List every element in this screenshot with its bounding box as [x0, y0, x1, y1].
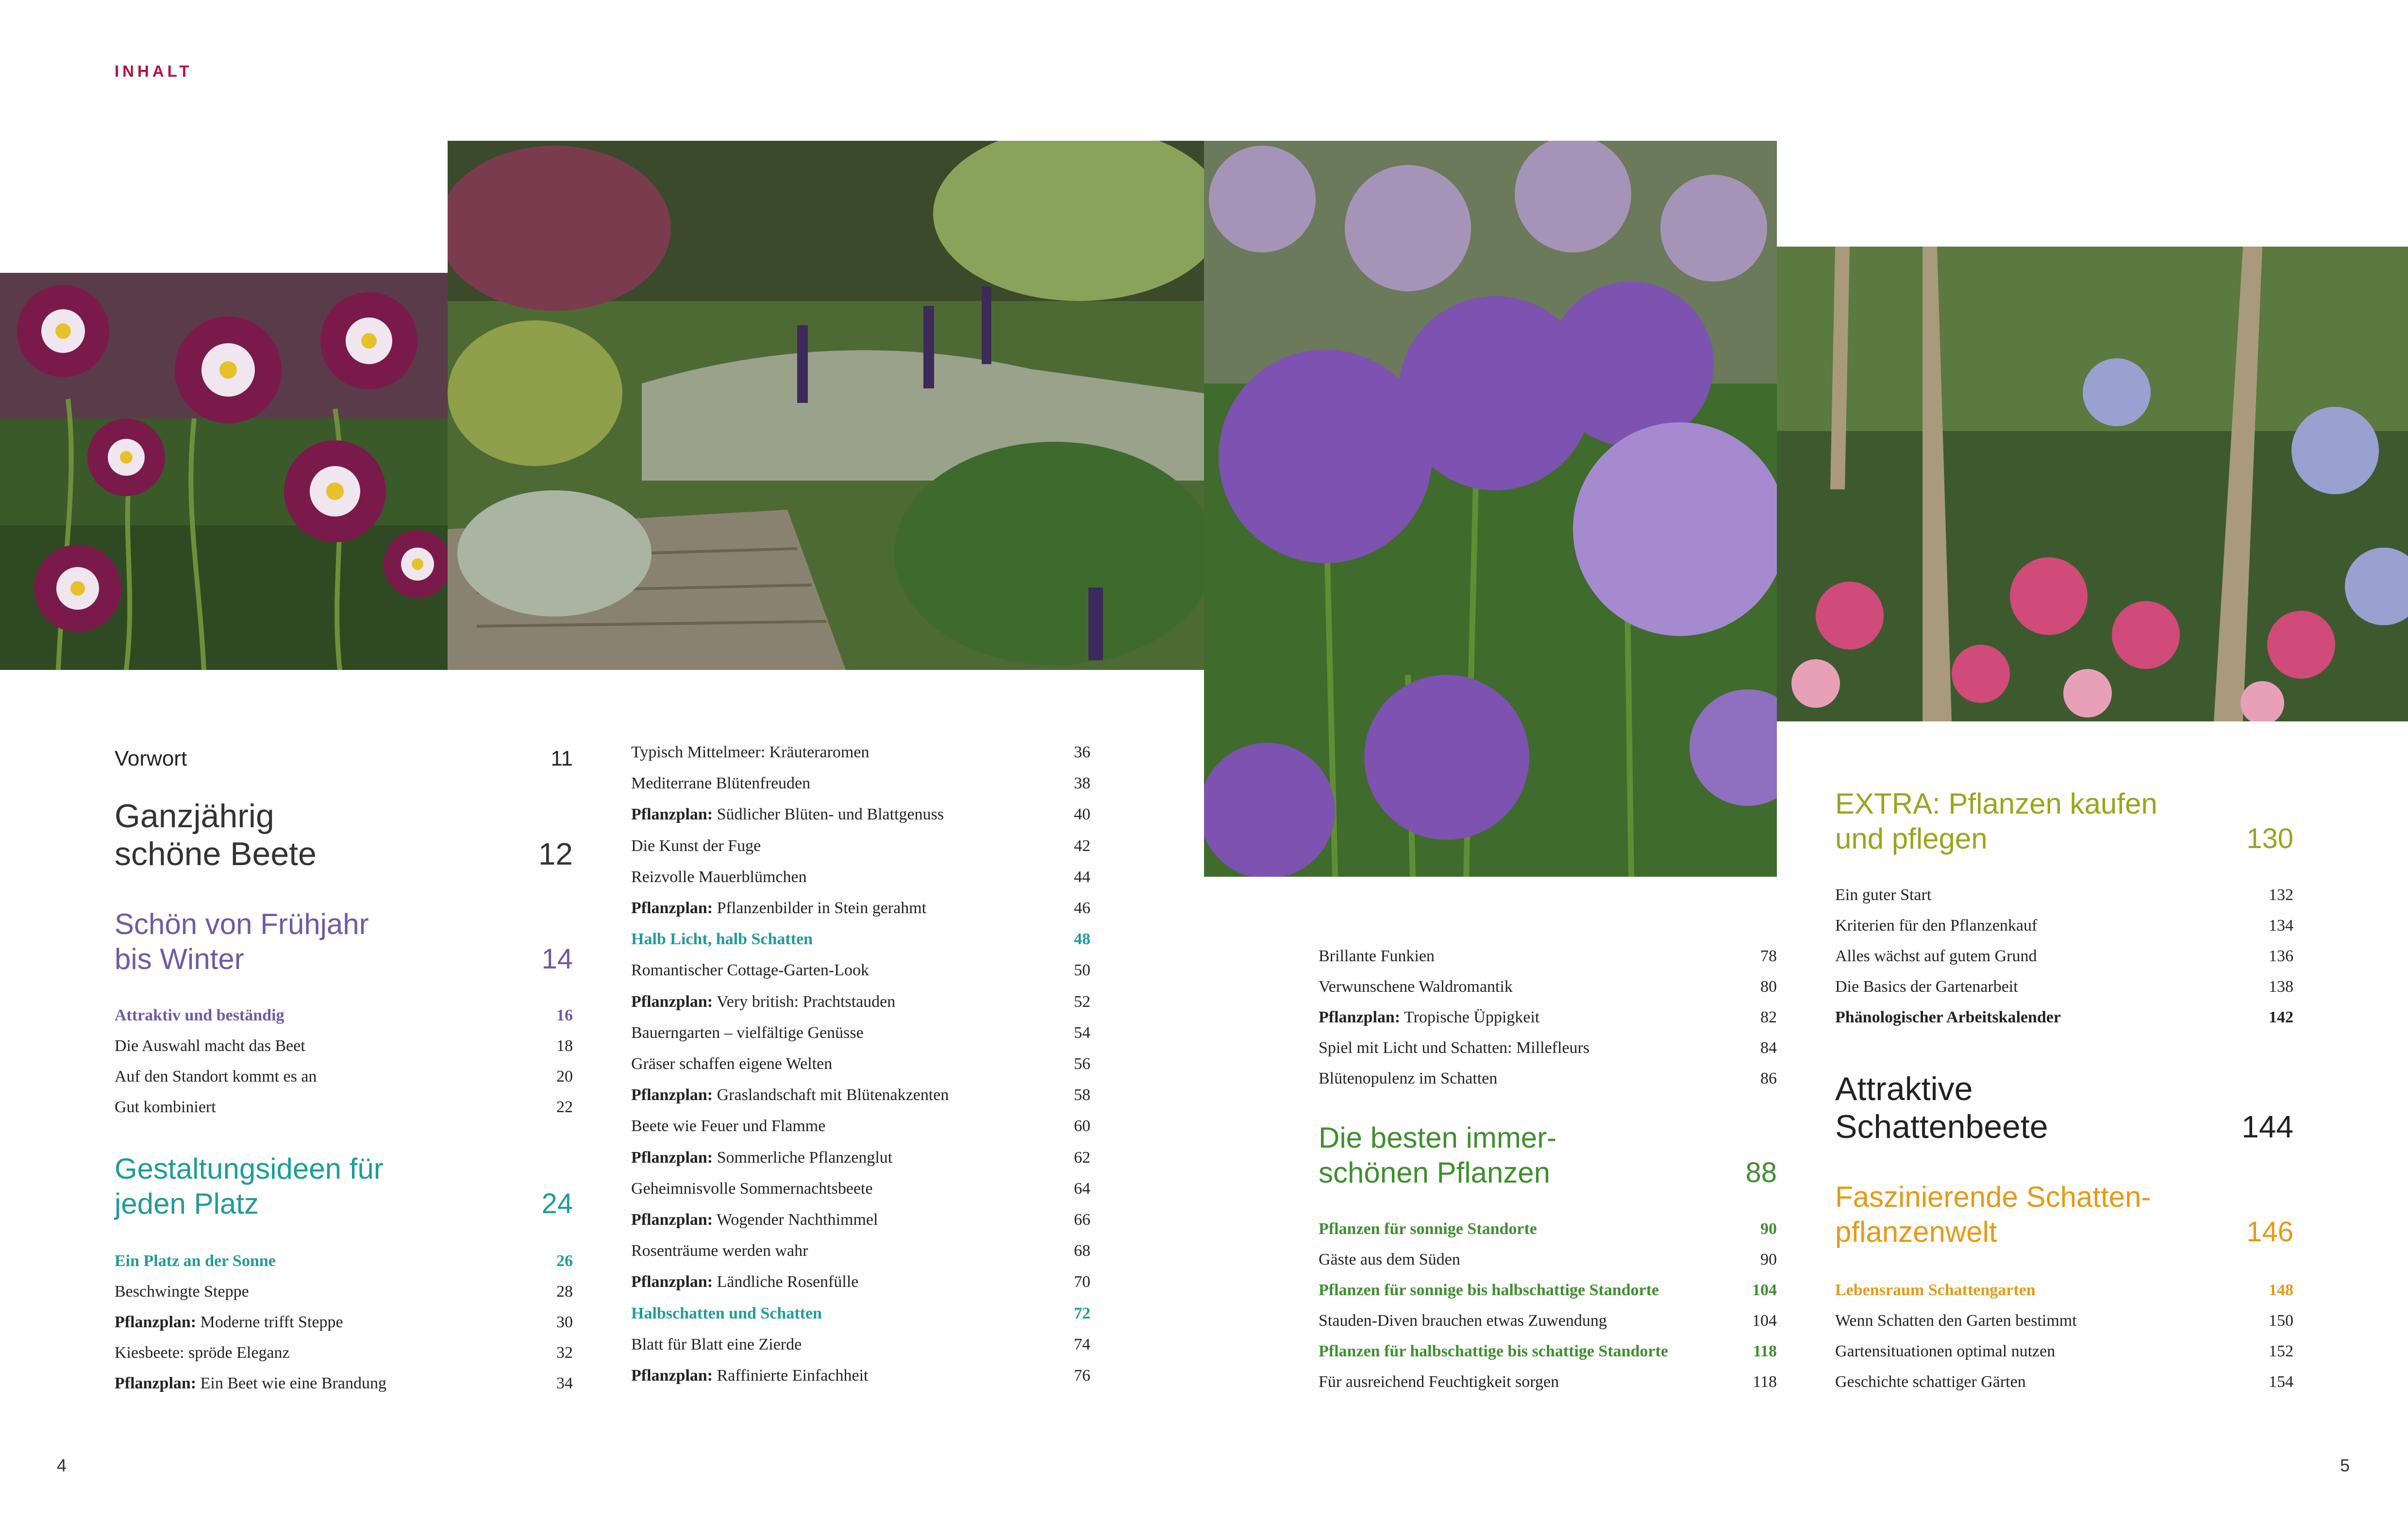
toc-entry-page: 34 [556, 1374, 573, 1392]
chapter-page: 144 [2241, 1109, 2293, 1144]
toc-entry [115, 1343, 573, 1363]
toc-entry [1319, 1281, 1777, 1300]
toc-entry-title [115, 1098, 216, 1117]
toc-entry-page: 104 [1752, 1281, 1777, 1299]
toc-entry-title [631, 868, 807, 887]
toc-entry [1319, 947, 1777, 966]
toc-entry-title [1835, 1372, 2026, 1392]
toc-entry-page: 58 [1074, 1086, 1090, 1104]
toc-entry-text: Beete wie Feuer und Flamme [631, 1117, 826, 1135]
toc-entry-title [1835, 1008, 2061, 1027]
toc-entry-text: Lebensraum Schattengarten [1835, 1281, 2036, 1299]
toc-entry-text: Attraktiv und beständig [115, 1006, 284, 1024]
toc-entry [631, 930, 1090, 949]
section-title: Gestaltungsideen für jeden Platz [115, 1152, 384, 1220]
extra-heading [1835, 786, 2293, 856]
toc-entry-page: 90 [1760, 1251, 1777, 1269]
toc-entry [631, 1210, 1090, 1230]
toc-entry [631, 836, 1090, 856]
toc-entry-text: Sommerliche Pflanzenglut [713, 1148, 893, 1167]
toc-entry-text: Pflanzenbilder in Stein gerahmt [713, 899, 927, 917]
toc-entry [631, 1179, 1090, 1199]
toc-entry-text: Phänologischer Arbeitskalender [1835, 1008, 2061, 1026]
pflanzplan-prefix: Pflanzplan: [631, 1211, 713, 1229]
hydrangea-woodland-photo [1777, 247, 2408, 721]
toc-entry-title [1319, 1219, 1537, 1239]
toc-entry-text: Graslandschaft mit Blütenakzenten [713, 1086, 949, 1104]
toc-entry-title [631, 1054, 832, 1074]
pflanzplan-prefix: Pflanzplan: [631, 992, 713, 1011]
toc-entry-title [115, 1343, 290, 1363]
toc-column-2 [631, 738, 1090, 1408]
toc-entry-text: Raffinierte Einfachheit [713, 1367, 869, 1385]
toc-entry [1319, 1008, 1777, 1027]
toc-entry-text: Gartensituationen optimal nutzen [1835, 1342, 2056, 1360]
toc-entry-title [631, 1366, 868, 1385]
toc-entry-text: Geheimnisvolle Sommernachtsbeete [631, 1179, 873, 1198]
toc-entry [1319, 977, 1777, 997]
pflanzplan-prefix: Pflanzplan: [631, 1086, 713, 1104]
toc-entry [1835, 977, 2293, 997]
toc-entry-title [631, 1210, 878, 1230]
toc-entry [631, 1366, 1090, 1385]
pflanzplan-prefix: Pflanzplan: [631, 1367, 713, 1385]
section-heading-1 [115, 907, 573, 977]
toc-entry-title [631, 1085, 949, 1105]
toc-entry-title [1835, 916, 2037, 935]
toc-entry-page: 68 [1074, 1242, 1090, 1260]
toc-entry-page: 84 [1760, 1039, 1777, 1057]
toc-entry-page: 142 [2269, 1008, 2293, 1026]
toc-entry [115, 1036, 573, 1056]
toc-entry-title [631, 774, 810, 793]
toc-entry [631, 1272, 1090, 1292]
toc-entry-title [115, 1067, 317, 1086]
toc-entry-page: 78 [1760, 947, 1777, 965]
toc-entry [115, 1282, 573, 1302]
toc-entry-text: Die Kunst der Fuge [631, 836, 761, 855]
toc-entry-page: 32 [556, 1344, 573, 1362]
toc-entry-text: Romantischer Cottage-Garten-Look [631, 961, 870, 980]
toc-entry-page: 36 [1074, 743, 1090, 761]
section-heading-3 [1319, 1120, 1777, 1190]
toc-entry-page: 20 [556, 1068, 573, 1085]
toc-entry-text: Rosenträume werden wahr [631, 1242, 808, 1260]
toc-entry-page: 136 [2269, 947, 2293, 965]
toc-entry [631, 1335, 1090, 1354]
toc-entry-text: Pflanzen für sonnige Standorte [1319, 1220, 1537, 1238]
toc-entry-page: 70 [1074, 1273, 1090, 1291]
section-page: 146 [2246, 1216, 2293, 1248]
section-heading-4 [1835, 1180, 2293, 1250]
columbine-flowers-photo [0, 273, 448, 670]
toc-entry-title [631, 743, 869, 762]
pflanzplan-prefix: Pflanzplan: [1319, 1008, 1401, 1026]
toc-entry-page: 104 [1752, 1312, 1777, 1330]
toc-entry-text: Ein Platz an der Sonne [115, 1252, 276, 1270]
toc-entry-page: 74 [1074, 1335, 1090, 1353]
toc-entry-page: 76 [1074, 1367, 1090, 1385]
section-title: EXTRA: Pflanzen kaufen und pflegen [1835, 787, 2157, 855]
toc-entry-text: Ländliche Rosenfülle [713, 1273, 859, 1291]
toc-column-1 [115, 738, 573, 1408]
toc-entry [115, 1067, 573, 1086]
toc-entry-text: Very british: Prachtstauden [713, 992, 896, 1011]
toc-entry-text: Kiesbeete: spröde Eleganz [115, 1344, 290, 1362]
toc-entry [115, 1252, 573, 1271]
toc-entry-page: 26 [556, 1252, 573, 1270]
toc-entry-page: 42 [1074, 836, 1090, 855]
toc-entry-title [631, 899, 926, 918]
chapter-heading-2 [1835, 1070, 2293, 1146]
toc-entry-page: 44 [1074, 868, 1090, 886]
toc-entry-title [115, 1282, 249, 1302]
toc-entry [631, 805, 1090, 824]
toc-entry-title [115, 1036, 305, 1056]
toc-entry [115, 1374, 573, 1393]
toc-entry-text: Beschwingte Steppe [115, 1283, 249, 1301]
toc-entry-title [631, 805, 944, 824]
toc-entry-text: Wogender Nachthimmel [713, 1211, 878, 1229]
toc-entry-text: Die Auswahl macht das Beet [115, 1037, 305, 1055]
toc-entry-page: 30 [556, 1313, 573, 1331]
toc-entry [1319, 1219, 1777, 1239]
toc-entry-text: Alles wächst auf gutem Grund [1835, 947, 2037, 965]
toc-entry-title [115, 1006, 284, 1025]
toc-entry-text: Auf den Standort kommt es an [115, 1068, 317, 1085]
toc-entry-title [1319, 1311, 1607, 1331]
toc-entry [115, 1313, 573, 1332]
toc-entry-page: 16 [556, 1006, 573, 1024]
pflanzplan-prefix: Pflanzplan: [631, 805, 713, 824]
chapter-title: Ganzjährig schöne Beete [115, 798, 317, 872]
toc-entry-page: 66 [1074, 1211, 1090, 1229]
toc-entry-text: Pflanzen für sonnige bis halbschattige Standorte [1319, 1281, 1659, 1299]
toc-entry-title [115, 1374, 386, 1393]
toc-entry-page: 38 [1074, 774, 1090, 793]
toc-entry-title [631, 1117, 825, 1136]
toc-entry [631, 1117, 1090, 1136]
toc-entry-text: Ein guter Start [1835, 886, 1932, 904]
toc-entry-text: Pflanzen für halbschattige bis schattige Standorte [1319, 1342, 1668, 1360]
toc-entry-page: 152 [2269, 1342, 2293, 1360]
toc-entry-text: Gut kombiniert [115, 1098, 216, 1116]
toc-entry-page: 46 [1074, 899, 1090, 917]
toc-column-3 [1319, 922, 1777, 1408]
toc-entry-page: 118 [1753, 1373, 1777, 1391]
toc-entry-title [1319, 1342, 1668, 1361]
toc-entry-title [1835, 1311, 2077, 1331]
toc-entry-text: Geschichte schattiger Gärten [1835, 1373, 2026, 1391]
toc-entry-title [1835, 947, 2037, 966]
toc-entry-text: Tropische Üppigkeit [1400, 1008, 1540, 1026]
rock-garden-photo [448, 141, 1204, 670]
toc-entry [631, 1241, 1090, 1261]
toc-entry-text: Wenn Schatten den Garten bestimmt [1835, 1312, 2077, 1330]
chapter-heading-1 [115, 797, 573, 873]
toc-entry-page: 52 [1074, 992, 1090, 1011]
pflanzplan-prefix: Pflanzplan: [115, 1313, 197, 1331]
toc-entry [631, 992, 1090, 1012]
toc-entry-page: 62 [1074, 1148, 1090, 1167]
toc-entry-title [1835, 977, 2018, 997]
toc-entry-title [631, 992, 895, 1012]
toc-entry-text: Reizvolle Mauerblümchen [631, 868, 807, 886]
toc-entry-text: Ein Beet wie eine Brandung [196, 1374, 386, 1392]
toc-entry [631, 961, 1090, 980]
toc-entry [631, 868, 1090, 887]
toc-entry-page: 60 [1074, 1117, 1090, 1135]
toc-entry-title [631, 1335, 802, 1354]
toc-entry [1319, 1250, 1777, 1269]
toc-entry-page: 22 [556, 1098, 573, 1116]
toc-entry-page: 118 [1753, 1342, 1777, 1360]
toc-entry-page: 48 [1074, 930, 1090, 949]
page-number-right: 5 [2340, 1455, 2350, 1475]
toc-entry-text: Bauerngarten – vielfältige Genüsse [631, 1023, 864, 1042]
toc-entry-title [631, 1179, 873, 1199]
toc-entry [631, 1304, 1090, 1323]
chapter-page: 12 [538, 836, 573, 871]
toc-entry-page: 80 [1760, 978, 1777, 996]
toc-entry [1319, 1038, 1777, 1058]
toc-entry-title [631, 1148, 892, 1168]
toc-entry [631, 899, 1090, 918]
toc-entry-title [631, 1241, 808, 1261]
section-title: Faszinierende Schatten- pflanzenwelt [1835, 1181, 2151, 1248]
toc-entry-title [115, 1313, 343, 1332]
toc-entry [631, 774, 1090, 793]
toc-entry-page: 150 [2269, 1312, 2293, 1330]
toc-entry-text: Für ausreichend Feuchtigkeit sorgen [1319, 1373, 1559, 1391]
toc-entry-title [1319, 1069, 1497, 1088]
toc-entry [1835, 885, 2293, 905]
toc-column-4 [1835, 777, 2293, 1408]
toc-entry-text: Stauden-Diven brauchen etwas Zuwendung [1319, 1312, 1607, 1330]
toc-entry [1835, 1372, 2293, 1392]
toc-entry-title [1319, 977, 1513, 997]
toc-entry-text: Brillante Funkien [1319, 947, 1435, 965]
toc-entry [115, 1098, 573, 1117]
toc-entry-text: Blatt für Blatt eine Zierde [631, 1335, 802, 1353]
section-title: Schön von Frühjahr bis Winter [115, 908, 369, 975]
pflanzplan-prefix: Pflanzplan: [631, 1148, 713, 1167]
toc-entry [1835, 947, 2293, 966]
toc-entry-title [1319, 1281, 1659, 1300]
section-label: INHALT [115, 62, 193, 80]
toc-entry [1319, 1069, 1777, 1088]
toc-entry [631, 743, 1090, 762]
toc-entry-title [1319, 1250, 1460, 1269]
page-number-left: 4 [57, 1455, 67, 1475]
pflanzplan-prefix: Pflanzplan: [115, 1374, 197, 1392]
toc-entry-text: Südlicher Blüten- und Blattgenuss [713, 805, 944, 824]
section-title: Die besten immer- schönen Pflanzen [1319, 1121, 1557, 1189]
toc-entry [631, 1023, 1090, 1043]
toc-entry [1835, 1281, 2293, 1300]
toc-entry-page: 90 [1760, 1220, 1777, 1238]
toc-entry-text: Blütenopulenz im Schatten [1319, 1069, 1498, 1087]
toc-entry-title [631, 836, 761, 856]
toc-entry-page: 40 [1074, 805, 1090, 824]
toc-entry-text: Kriterien für den Pflanzenkauf [1835, 917, 2038, 935]
toc-entry [1319, 1342, 1777, 1361]
section-page: 14 [541, 943, 573, 975]
toc-entry-text: Die Basics der Gartenarbeit [1835, 978, 2018, 996]
toc-entry-page: 28 [556, 1283, 573, 1301]
toc-entry-text: Halb Licht, halb Schatten [631, 930, 813, 949]
toc-entry-vorwort: Vorwort 11 [115, 747, 573, 770]
toc-entry [631, 1085, 1090, 1105]
pflanzplan-prefix: Pflanzplan: [631, 899, 713, 917]
toc-entry [631, 1054, 1090, 1074]
toc-entry-page: 64 [1074, 1179, 1090, 1198]
toc-entry-page: 18 [556, 1037, 573, 1055]
toc-entry-page: 132 [2269, 886, 2293, 904]
toc-entry-title [1319, 947, 1435, 966]
toc-entry [1835, 1311, 2293, 1331]
toc-entry-title [1319, 1008, 1539, 1027]
toc-entry-page: 56 [1074, 1055, 1090, 1073]
toc-entry [631, 1148, 1090, 1168]
toc-entry [1835, 1342, 2293, 1361]
toc-entry [1835, 1008, 2293, 1027]
toc-entry-title [631, 1023, 864, 1043]
toc-entry-page: 82 [1760, 1008, 1777, 1026]
toc-entry-title [631, 1272, 858, 1292]
toc-entry-title [631, 961, 869, 980]
toc-entry-text: Typisch Mittelmeer: Kräuteraromen [631, 743, 870, 761]
toc-entry-text: Verwunschene Waldromantik [1319, 978, 1513, 996]
toc-entry-title [1835, 1281, 2036, 1300]
toc-entry-page: 138 [2269, 978, 2293, 996]
section-page: 24 [541, 1188, 573, 1219]
toc-entry-text: Gräser schaffen eigene Welten [631, 1055, 833, 1073]
toc-entry-text: Moderne trifft Steppe [196, 1313, 343, 1331]
chapter-title: Attraktive Schattenbeete [1835, 1070, 2048, 1145]
toc-entry-text: Mediterrane Blütenfreuden [631, 774, 811, 793]
toc-entry-title [1835, 1342, 2055, 1361]
section-heading-2 [115, 1152, 573, 1221]
pflanzplan-prefix: Pflanzplan: [631, 1273, 713, 1291]
toc-entry-text: Halbschatten und Schatten [631, 1304, 822, 1322]
section-page: 130 [2246, 823, 2293, 854]
toc-entry [1835, 916, 2293, 935]
toc-entry-page: 148 [2269, 1281, 2293, 1299]
toc-entry-title [1319, 1372, 1559, 1392]
toc-entry-page: 86 [1760, 1069, 1777, 1087]
toc-entry-title [631, 930, 813, 949]
section-page: 88 [1745, 1157, 1777, 1188]
toc-entry-title [1835, 885, 1931, 905]
toc-entry-title [115, 1252, 276, 1271]
toc-entry-page: 154 [2269, 1373, 2293, 1391]
toc-entry [115, 1006, 573, 1025]
toc-entry-page: 134 [2269, 917, 2293, 935]
toc-entry-title [631, 1304, 822, 1323]
toc-entry-text: Spiel mit Licht und Schatten: Millefleurs [1319, 1039, 1590, 1057]
toc-entry-text: Gäste aus dem Süden [1319, 1251, 1460, 1269]
toc-entry-title [1319, 1038, 1589, 1058]
toc-entry-page: 54 [1074, 1023, 1090, 1042]
toc-entry-page: 72 [1074, 1304, 1090, 1322]
toc-entry [1319, 1372, 1777, 1392]
toc-entry-page: 50 [1074, 961, 1090, 980]
toc-entry [1319, 1311, 1777, 1331]
allium-flowers-photo [1204, 141, 1777, 877]
